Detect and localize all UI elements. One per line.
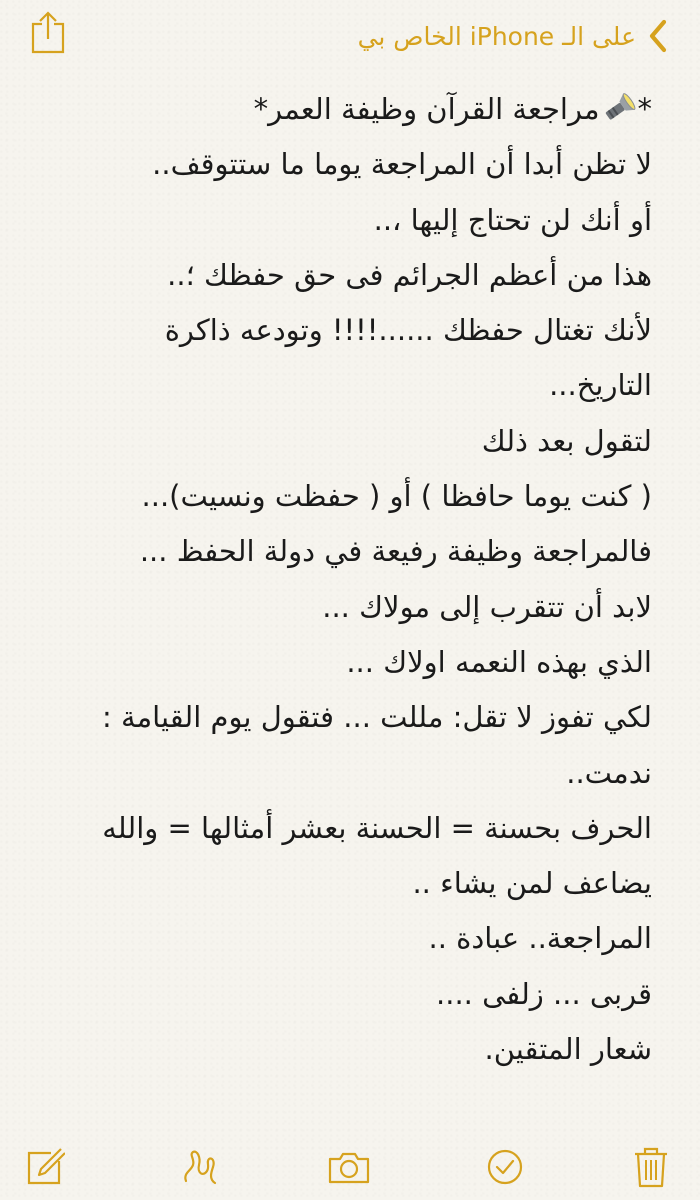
note-line: لابد أن تتقرب إلى مولاك ... xyxy=(322,589,652,624)
note-line: يضاعف لمن يشاء .. xyxy=(412,866,652,901)
note-line: المراجعة.. عبادة .. xyxy=(428,921,652,956)
share-button[interactable] xyxy=(26,10,70,58)
delete-button[interactable] xyxy=(628,1146,674,1192)
note-title-star: * xyxy=(637,92,652,126)
note-line: ( كنت يوما حافظا ) أو ( حفظت ونسيت)... xyxy=(141,479,652,514)
note-line: التاريخ... xyxy=(549,368,652,403)
note-line: لتقول بعد ذلك xyxy=(481,423,652,458)
note-line: فالمراجعة وظيفة رفيعة في دولة الحفظ ... xyxy=(139,534,652,569)
note-line: أو أنك لن تحتاج إليها ،.. xyxy=(373,202,652,237)
note-line: ندمت.. xyxy=(566,755,652,790)
compose-icon xyxy=(25,1147,65,1191)
share-icon xyxy=(30,10,66,58)
note-line: قربى ... زلفى .... xyxy=(436,976,652,1011)
note-line: الحرف بحسنة = الحسنة بعشر أمثالها = والله xyxy=(102,810,652,845)
note-title-text: مراجعة القرآن وظيفة العمر* xyxy=(253,92,600,126)
trash-icon xyxy=(633,1146,669,1192)
flashlight-icon xyxy=(602,86,636,116)
note-line: هذا من أعظم الجرائم فى حق حفظك ؛.. xyxy=(167,257,652,292)
note-line: لكي تفوز لا تقل: مللت ... فتقول يوم القيامة : xyxy=(102,700,652,735)
back-button-label: على الـ iPhone الخاص بي xyxy=(357,21,636,51)
bottom-toolbar xyxy=(0,1134,700,1200)
checklist-icon xyxy=(485,1147,525,1191)
back-button[interactable] xyxy=(358,16,678,56)
sketch-icon xyxy=(179,1147,219,1191)
note-line: الذي بهذه النعمه اولاك ... xyxy=(346,644,652,679)
camera-button[interactable] xyxy=(326,1146,372,1192)
sketch-button[interactable] xyxy=(176,1146,222,1192)
note-line: لا تظن أبدا أن المراجعة يوما ما ستتوقف.. xyxy=(152,147,652,182)
compose-button[interactable] xyxy=(22,1146,68,1192)
navigation-bar xyxy=(0,0,700,80)
chevron-left-icon xyxy=(638,16,678,56)
note-title xyxy=(46,82,652,137)
note-line: شعار المتقين. xyxy=(484,1032,652,1067)
note-line: لأنك تغتال حفظك ......!!!! وتودعه ذاكرة xyxy=(164,313,652,348)
checklist-button[interactable] xyxy=(482,1146,528,1192)
camera-icon xyxy=(327,1149,371,1189)
note-body[interactable] xyxy=(46,82,652,1077)
